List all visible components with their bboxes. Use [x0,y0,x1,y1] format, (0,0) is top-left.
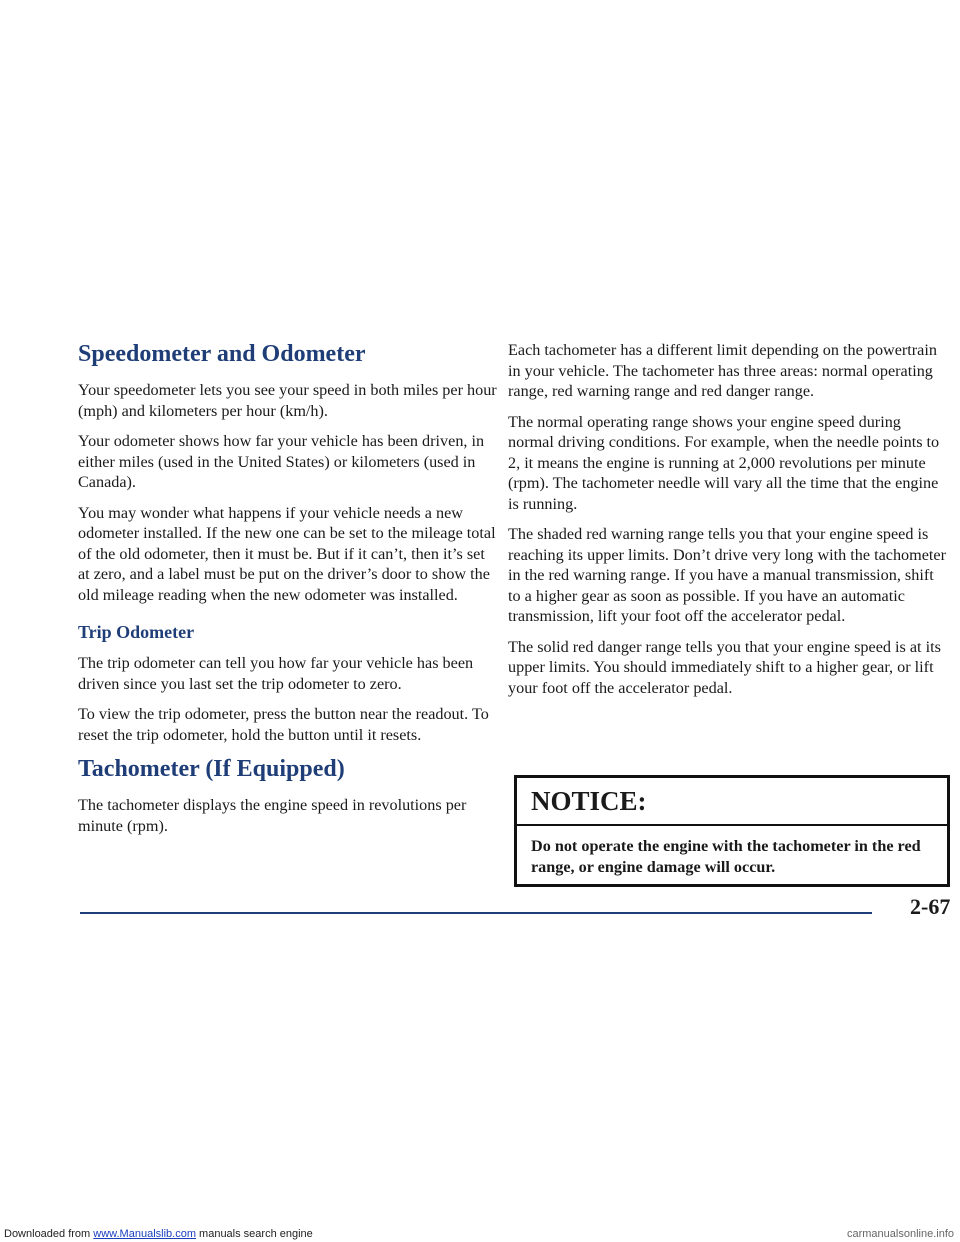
left-column [78,340,498,846]
download-suffix: manuals search engine [195,1228,313,1240]
speedometer-paragraph-2: Your odometer shows how far your vehicle has been driven, in either miles (used in the United States) or kilometers (used in Canada). [78,432,485,491]
speedometer-heading: Speedometer and Odometer [78,341,366,367]
footer-rule [80,912,872,914]
trip-odometer-paragraph-1: The trip odometer can tell you how far your vehicle has been driven since you last set the trip odometer to zero. [78,654,474,693]
trip-odometer-heading: Trip Odometer [78,622,195,642]
notice-box [514,775,950,887]
tachometer-paragraph-3: The normal operating range shows your engine speed during normal driving conditions. For example, when the needle points to 2, it means the engine is running at 2,000 revolutions per minute (rpm). The tachometer needle will vary all the time that the engine is running. [508,412,940,513]
speedometer-paragraph-1: Your speedometer lets you see your speed in both miles per hour (mph) and kilometers per hour (km/h). [78,381,497,420]
manualslib-link[interactable]: www.Manualslib.com [93,1228,196,1240]
tachometer-paragraph-1: The tachometer displays the engine speed in revolutions per minute (rpm). [78,796,467,835]
tachometer-heading: Tachometer (If Equipped) [78,756,345,782]
tachometer-paragraph-5: The solid red danger range tells you that your engine speed is at its upper limits. You should immediately shift to a higher gear, or lift your foot off the accelerator pedal. [508,637,941,697]
notice-body: Do not operate the engine with the tachometer in the red range, or engine damage will occur. [531,837,921,876]
speedometer-paragraph-3: You may wonder what happens if your vehicle needs a new odometer installed. If the new one can be set to the mileage total of the old odometer, then it must be. But if it can’t, then it’s set at zero, and a label must be put on the driver’s door to show the old mileage reading when the new odometer was installed. [78,503,496,604]
right-column [508,340,948,708]
tachometer-paragraph-2: Each tachometer has a different limit depending on the powertrain in your vehicle. The tachometer has three areas: normal operating range, red warning range and red danger range. [508,341,937,400]
watermark: carmanualsonline.info [846,1228,954,1240]
download-footer [0,1226,960,1242]
tachometer-paragraph-4: The shaded red warning range tells you that your engine speed is reaching its upper limits. Don’t drive very long with the tachometer in the red warning range. If you have a manual transmission, shift to a higher gear as soon as possible. If you have an automatic transmission, lift your foot off the accelerator pedal. [508,525,947,625]
page-number: 2-67 [910,894,951,919]
notice-heading: NOTICE: [517,778,947,826]
trip-odometer-paragraph-2: To view the trip odometer, press the button near the readout. To reset the trip odometer, hold the button until it resets. [78,705,489,744]
download-prefix: Downloaded from [4,1228,94,1240]
